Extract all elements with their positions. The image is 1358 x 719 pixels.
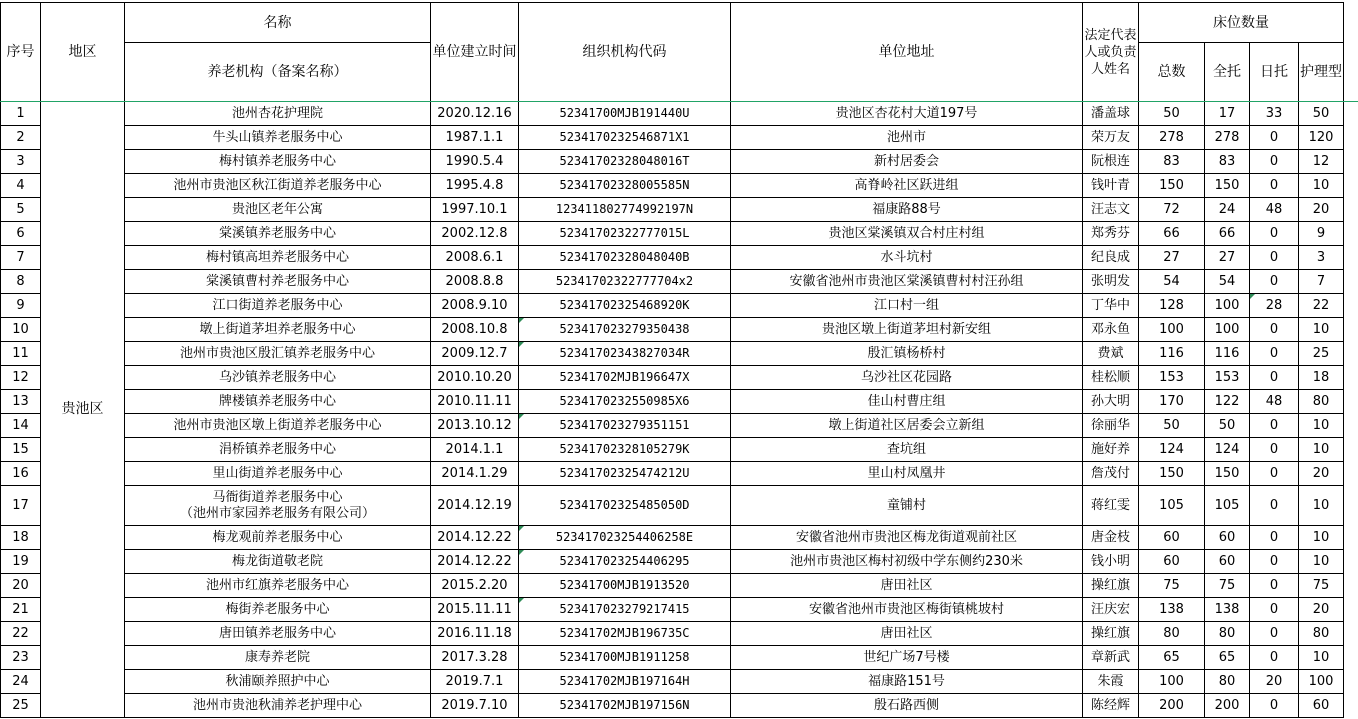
cell-address[interactable]: 贵池区杏花村大道197号 <box>731 102 1083 126</box>
cell-seq[interactable]: 14 <box>1 414 41 438</box>
cell-date[interactable]: 2002.12.8 <box>431 222 519 246</box>
cell-beds-full[interactable]: 65 <box>1205 646 1250 670</box>
cell-address[interactable]: 新村居委会 <box>731 150 1083 174</box>
cell-org-code[interactable]: 5234170232550985X6 <box>519 390 731 414</box>
cell-beds-care[interactable]: 10 <box>1299 438 1344 462</box>
cell-legal-rep[interactable]: 桂松顺 <box>1083 366 1139 390</box>
cell-beds-total[interactable]: 150 <box>1139 174 1205 198</box>
header-org-code[interactable]: 组织机构代码 <box>519 3 731 102</box>
cell-address[interactable]: 童铺村 <box>731 486 1083 526</box>
cell-legal-rep[interactable]: 施好养 <box>1083 438 1139 462</box>
cell-beds-care[interactable]: 10 <box>1299 174 1344 198</box>
cell-seq[interactable]: 5 <box>1 198 41 222</box>
cell-seq[interactable]: 18 <box>1 526 41 550</box>
cell-beds-day[interactable]: 0 <box>1250 486 1299 526</box>
cell-beds-full[interactable]: 27 <box>1205 246 1250 270</box>
cell-date[interactable]: 1997.10.1 <box>431 198 519 222</box>
header-region[interactable]: 地区 <box>41 3 125 102</box>
cell-name-line1: 马衙街道养老服务中心 <box>212 489 343 505</box>
cell-legal-rep[interactable]: 荣万友 <box>1083 126 1139 150</box>
cell-beds-total[interactable]: 60 <box>1139 550 1205 574</box>
header-name-sub[interactable]: 养老机构（备案名称） <box>125 43 431 102</box>
cell-beds-care[interactable]: 20 <box>1299 198 1344 222</box>
cell-date[interactable]: 1987.1.1 <box>431 126 519 150</box>
cell-name[interactable]: 梅村镇高坦养老服务中心 <box>125 246 431 270</box>
cell-name[interactable] <box>125 486 431 526</box>
cell-legal-rep[interactable]: 詹茂付 <box>1083 462 1139 486</box>
cell-address[interactable]: 安徽省池州市贵池区棠溪镇曹村村汪孙组 <box>731 270 1083 294</box>
cell-date[interactable]: 2019.7.1 <box>431 670 519 694</box>
header-seq[interactable]: 序号 <box>1 3 41 102</box>
table-row <box>1 390 1344 414</box>
cell-beds-day[interactable]: 0 <box>1250 694 1299 718</box>
cell-address[interactable]: 殷汇镇杨桥村 <box>731 342 1083 366</box>
cell-seq[interactable]: 23 <box>1 646 41 670</box>
cell-beds-total[interactable]: 105 <box>1139 486 1205 526</box>
cell-date[interactable]: 2008.8.8 <box>431 270 519 294</box>
cell-beds-day[interactable]: 0 <box>1250 646 1299 670</box>
cell-beds-care[interactable]: 100 <box>1299 670 1344 694</box>
cell-address[interactable]: 安徽省池州市贵池区梅龙街道观前社区 <box>731 526 1083 550</box>
cell-org-code[interactable]: 523417023279350438 <box>519 318 731 342</box>
cell-date[interactable]: 2015.2.20 <box>431 574 519 598</box>
cell-beds-total[interactable]: 128 <box>1139 294 1205 318</box>
cell-beds-day[interactable]: 0 <box>1250 414 1299 438</box>
cell-date[interactable]: 2010.10.20 <box>431 366 519 390</box>
cell-name[interactable]: 梅龙观前养老服务中心 <box>125 526 431 550</box>
cell-beds-total[interactable]: 100 <box>1139 670 1205 694</box>
cell-beds-care[interactable]: 18 <box>1299 366 1344 390</box>
cell-beds-day[interactable]: 0 <box>1250 438 1299 462</box>
cell-legal-rep[interactable]: 操红旗 <box>1083 622 1139 646</box>
header-beds-total[interactable]: 总数 <box>1139 43 1205 102</box>
table-row <box>1 622 1344 646</box>
cell-beds-care[interactable]: 25 <box>1299 342 1344 366</box>
cell-beds-day[interactable]: 0 <box>1250 246 1299 270</box>
cell-name[interactable]: 牛头山镇养老服务中心 <box>125 126 431 150</box>
cell-seq[interactable]: 25 <box>1 694 41 718</box>
cell-name[interactable]: 牌楼镇养老服务中心 <box>125 390 431 414</box>
cell-beds-total[interactable]: 150 <box>1139 462 1205 486</box>
cell-beds-day[interactable]: 0 <box>1250 526 1299 550</box>
cell-beds-total[interactable]: 124 <box>1139 438 1205 462</box>
institutions-table <box>0 2 1344 718</box>
cell-org-code[interactable]: 123411802774992197N <box>519 198 731 222</box>
frozen-pane-line <box>0 101 1358 102</box>
table-row <box>1 550 1344 574</box>
cell-name[interactable]: 梅街养老服务中心 <box>125 598 431 622</box>
cell-date[interactable]: 2009.12.7 <box>431 342 519 366</box>
table-row <box>1 294 1344 318</box>
cell-beds-full[interactable]: 50 <box>1205 414 1250 438</box>
cell-seq[interactable]: 7 <box>1 246 41 270</box>
cell-name[interactable]: 康寿养老院 <box>125 646 431 670</box>
cell-beds-total[interactable]: 65 <box>1139 646 1205 670</box>
header-beds-group[interactable]: 床位数量 <box>1139 3 1344 43</box>
cell-address[interactable]: 福康路151号 <box>731 670 1083 694</box>
cell-legal-rep[interactable]: 徐丽华 <box>1083 414 1139 438</box>
table-row <box>1 150 1344 174</box>
cell-legal-rep[interactable]: 钱叶青 <box>1083 174 1139 198</box>
cell-address[interactable]: 里山村凤凰井 <box>731 462 1083 486</box>
header-beds-care[interactable]: 护理型 <box>1299 43 1344 102</box>
cell-address[interactable]: 世纪广场7号楼 <box>731 646 1083 670</box>
table-row <box>1 574 1344 598</box>
cell-name[interactable]: 秋浦颐养照护中心 <box>125 670 431 694</box>
cell-legal-rep[interactable]: 钱小明 <box>1083 550 1139 574</box>
cell-legal-rep[interactable]: 蒋红雯 <box>1083 486 1139 526</box>
cell-beds-day[interactable]: 33 <box>1250 102 1299 126</box>
cell-org-code[interactable]: 52341702328105279K <box>519 438 731 462</box>
cell-legal-rep[interactable]: 陈经辉 <box>1083 694 1139 718</box>
cell-beds-care[interactable]: 9 <box>1299 222 1344 246</box>
cell-address[interactable]: 贵池区棠溪镇双合村庄村组 <box>731 222 1083 246</box>
cell-beds-full[interactable]: 80 <box>1205 622 1250 646</box>
cell-org-code[interactable]: 52341702328005585N <box>519 174 731 198</box>
cell-beds-total[interactable]: 50 <box>1139 414 1205 438</box>
cell-name-line2: （池州市家园养老服务有限公司） <box>179 505 375 521</box>
cell-seq[interactable]: 12 <box>1 366 41 390</box>
cell-address[interactable]: 查坑组 <box>731 438 1083 462</box>
table-row <box>1 246 1344 270</box>
cell-beds-care[interactable]: 75 <box>1299 574 1344 598</box>
cell-beds-care[interactable]: 12 <box>1299 150 1344 174</box>
cell-legal-rep[interactable]: 张明发 <box>1083 270 1139 294</box>
cell-beds-full[interactable]: 83 <box>1205 150 1250 174</box>
cell-beds-day[interactable]: 48 <box>1250 198 1299 222</box>
cell-seq[interactable]: 11 <box>1 342 41 366</box>
cell-beds-day[interactable]: 0 <box>1250 174 1299 198</box>
cell-beds-care[interactable]: 50 <box>1299 102 1344 126</box>
table-row <box>1 318 1344 342</box>
cell-beds-care[interactable]: 7 <box>1299 270 1344 294</box>
cell-seq[interactable]: 10 <box>1 318 41 342</box>
cell-legal-rep[interactable]: 章新武 <box>1083 646 1139 670</box>
cell-name[interactable]: 唐田镇养老服务中心 <box>125 622 431 646</box>
cell-name[interactable]: 乌沙镇养老服务中心 <box>125 366 431 390</box>
cell-beds-day[interactable]: 0 <box>1250 126 1299 150</box>
cell-seq[interactable]: 15 <box>1 438 41 462</box>
cell-beds-full[interactable]: 17 <box>1205 102 1250 126</box>
cell-beds-full[interactable]: 124 <box>1205 438 1250 462</box>
cell-beds-care[interactable]: 10 <box>1299 414 1344 438</box>
cell-org-code[interactable]: 523417023279217415 <box>519 598 731 622</box>
cell-org-code[interactable]: 52341700MJB1911258 <box>519 646 731 670</box>
cell-seq[interactable]: 2 <box>1 126 41 150</box>
cell-name[interactable]: 池州市贵池区秋江街道养老服务中心 <box>125 174 431 198</box>
cell-seq[interactable]: 9 <box>1 294 41 318</box>
cell-date[interactable]: 2015.11.11 <box>431 598 519 622</box>
cell-org-code[interactable]: 52341700MJB1913520 <box>519 574 731 598</box>
cell-beds-day[interactable]: 0 <box>1250 342 1299 366</box>
cell-legal-rep[interactable]: 孙大明 <box>1083 390 1139 414</box>
cell-org-code[interactable]: 52341702328048016T <box>519 150 731 174</box>
cell-beds-total[interactable]: 27 <box>1139 246 1205 270</box>
cell-date[interactable]: 2019.7.10 <box>431 694 519 718</box>
cell-beds-full[interactable]: 80 <box>1205 670 1250 694</box>
cell-name[interactable]: 棠溪镇养老服务中心 <box>125 222 431 246</box>
cell-beds-care[interactable]: 10 <box>1299 646 1344 670</box>
cell-legal-rep[interactable]: 潘盖球 <box>1083 102 1139 126</box>
cell-date[interactable]: 2014.12.22 <box>431 550 519 574</box>
cell-date[interactable]: 2020.12.16 <box>431 102 519 126</box>
cell-beds-full[interactable]: 150 <box>1205 174 1250 198</box>
cell-org-code[interactable]: 52341702325474212U <box>519 462 731 486</box>
cell-name[interactable]: 池州市红旗养老服务中心 <box>125 574 431 598</box>
cell-seq[interactable]: 21 <box>1 598 41 622</box>
table-row <box>1 126 1344 150</box>
cell-address[interactable]: 池州市贵池区梅村初级中学东侧约230米 <box>731 550 1083 574</box>
cell-beds-day[interactable]: 28 <box>1250 294 1299 318</box>
cell-seq[interactable]: 16 <box>1 462 41 486</box>
cell-beds-full[interactable]: 60 <box>1205 550 1250 574</box>
cell-address[interactable]: 唐田社区 <box>731 574 1083 598</box>
cell-org-code[interactable]: 52341702MJB197164H <box>519 670 731 694</box>
table-row <box>1 198 1344 222</box>
cell-beds-full[interactable]: 60 <box>1205 526 1250 550</box>
cell-beds-total[interactable]: 138 <box>1139 598 1205 622</box>
cell-beds-care[interactable]: 60 <box>1299 694 1344 718</box>
cell-name[interactable]: 梅龙街道敬老院 <box>125 550 431 574</box>
cell-beds-care[interactable]: 3 <box>1299 246 1344 270</box>
cell-date[interactable]: 2008.9.10 <box>431 294 519 318</box>
cell-date[interactable]: 1995.4.8 <box>431 174 519 198</box>
table-row <box>1 694 1344 718</box>
table-row <box>1 670 1344 694</box>
cell-beds-care[interactable]: 10 <box>1299 318 1344 342</box>
cell-beds-day[interactable]: 0 <box>1250 598 1299 622</box>
table-body <box>1 102 1344 718</box>
cell-date[interactable]: 2010.11.11 <box>431 390 519 414</box>
cell-name[interactable]: 贵池区老年公寓 <box>125 198 431 222</box>
cell-legal-rep[interactable]: 邓永鱼 <box>1083 318 1139 342</box>
cell-legal-rep[interactable]: 纪良成 <box>1083 246 1139 270</box>
table-row <box>1 598 1344 622</box>
cell-beds-total[interactable]: 60 <box>1139 526 1205 550</box>
cell-beds-full[interactable]: 100 <box>1205 318 1250 342</box>
header-beds-full[interactable]: 全托 <box>1205 43 1250 102</box>
cell-beds-full[interactable]: 200 <box>1205 694 1250 718</box>
cell-beds-total[interactable]: 153 <box>1139 366 1205 390</box>
cell-org-code[interactable]: 523417023279351151 <box>519 414 731 438</box>
cell-org-code[interactable]: 52341702343827034R <box>519 342 731 366</box>
cell-seq[interactable]: 8 <box>1 270 41 294</box>
cell-beds-full[interactable]: 105 <box>1205 486 1250 526</box>
cell-org-code[interactable]: 52341702322777704x2 <box>519 270 731 294</box>
cell-org-code[interactable]: 52341702322777015L <box>519 222 731 246</box>
cell-name[interactable]: 里山街道养老服务中心 <box>125 462 431 486</box>
cell-address[interactable]: 唐田社区 <box>731 622 1083 646</box>
cell-beds-day[interactable]: 0 <box>1250 366 1299 390</box>
cell-beds-care[interactable]: 20 <box>1299 462 1344 486</box>
cell-name[interactable]: 棠溪镇曹村养老服务中心 <box>125 270 431 294</box>
cell-region[interactable]: 贵池区 <box>41 102 125 718</box>
cell-legal-rep[interactable]: 郑秀芬 <box>1083 222 1139 246</box>
header-address[interactable]: 单位地址 <box>731 3 1083 102</box>
cell-name[interactable]: 江口街道养老服务中心 <box>125 294 431 318</box>
cell-legal-rep[interactable]: 费斌 <box>1083 342 1139 366</box>
cell-seq[interactable]: 24 <box>1 670 41 694</box>
cell-beds-total[interactable]: 83 <box>1139 150 1205 174</box>
table-row <box>1 462 1344 486</box>
cell-org-code[interactable]: 52341702325468920K <box>519 294 731 318</box>
cell-org-code[interactable]: 52341702MJB196735C <box>519 622 731 646</box>
cell-address[interactable]: 乌沙社区花园路 <box>731 366 1083 390</box>
cell-seq[interactable]: 19 <box>1 550 41 574</box>
cell-name[interactable]: 池州杏花护理院 <box>125 102 431 126</box>
cell-beds-total[interactable]: 200 <box>1139 694 1205 718</box>
table-row <box>1 102 1344 126</box>
table-row <box>1 526 1344 550</box>
cell-beds-full[interactable]: 122 <box>1205 390 1250 414</box>
cell-beds-full[interactable]: 138 <box>1205 598 1250 622</box>
cell-beds-care[interactable]: 80 <box>1299 390 1344 414</box>
cell-address[interactable]: 水斗坑村 <box>731 246 1083 270</box>
cell-beds-day[interactable]: 48 <box>1250 390 1299 414</box>
cell-name[interactable]: 墩上街道茅坦养老服务中心 <box>125 318 431 342</box>
cell-legal-rep[interactable]: 阮根连 <box>1083 150 1139 174</box>
cell-seq[interactable]: 22 <box>1 622 41 646</box>
cell-name[interactable]: 梅村镇养老服务中心 <box>125 150 431 174</box>
cell-beds-full[interactable]: 100 <box>1205 294 1250 318</box>
cell-beds-day[interactable]: 0 <box>1250 550 1299 574</box>
header-legal-rep[interactable]: 法定代表人或负责人姓名 <box>1083 3 1139 102</box>
cell-beds-total[interactable]: 116 <box>1139 342 1205 366</box>
table-row <box>1 342 1344 366</box>
cell-date[interactable]: 2014.12.19 <box>431 486 519 526</box>
cell-date[interactable]: 1990.5.4 <box>431 150 519 174</box>
header-founded[interactable]: 单位建立时间 <box>431 3 519 102</box>
cell-seq[interactable]: 13 <box>1 390 41 414</box>
cell-beds-day[interactable]: 0 <box>1250 270 1299 294</box>
cell-beds-full[interactable]: 153 <box>1205 366 1250 390</box>
cell-beds-total[interactable]: 170 <box>1139 390 1205 414</box>
cell-seq[interactable]: 4 <box>1 174 41 198</box>
cell-address[interactable]: 福康路88号 <box>731 198 1083 222</box>
cell-beds-total[interactable]: 75 <box>1139 574 1205 598</box>
cell-address[interactable]: 墩上街道社区居委会立新组 <box>731 414 1083 438</box>
cell-date[interactable]: 2016.11.18 <box>431 622 519 646</box>
cell-beds-care[interactable]: 22 <box>1299 294 1344 318</box>
cell-beds-total[interactable]: 80 <box>1139 622 1205 646</box>
cell-beds-care[interactable]: 10 <box>1299 526 1344 550</box>
cell-beds-day[interactable]: 0 <box>1250 574 1299 598</box>
cell-org-code[interactable]: 523417023254406258E <box>519 526 731 550</box>
cell-beds-care[interactable]: 10 <box>1299 486 1344 526</box>
cell-address[interactable]: 殷石路西侧 <box>731 694 1083 718</box>
cell-address[interactable]: 佳山村曹庄组 <box>731 390 1083 414</box>
cell-beds-care[interactable]: 20 <box>1299 598 1344 622</box>
table-row <box>1 174 1344 198</box>
cell-date[interactable]: 2014.12.22 <box>431 526 519 550</box>
cell-beds-full[interactable]: 278 <box>1205 126 1250 150</box>
cell-beds-full[interactable]: 54 <box>1205 270 1250 294</box>
cell-name[interactable]: 池州市贵池秋浦养老护理中心 <box>125 694 431 718</box>
cell-address[interactable]: 贵池区墩上街道茅坦村新安组 <box>731 318 1083 342</box>
cell-seq[interactable]: 3 <box>1 150 41 174</box>
cell-org-code[interactable]: 52341702MJB196647X <box>519 366 731 390</box>
cell-beds-full[interactable]: 24 <box>1205 198 1250 222</box>
cell-legal-rep[interactable]: 操红旗 <box>1083 574 1139 598</box>
cell-org-code[interactable]: 52341702325485050D <box>519 486 731 526</box>
cell-date[interactable]: 2008.6.1 <box>431 246 519 270</box>
cell-beds-total[interactable]: 66 <box>1139 222 1205 246</box>
cell-address[interactable]: 高脊岭社区跃进组 <box>731 174 1083 198</box>
cell-address[interactable]: 安徽省池州市贵池区梅街镇桃坡村 <box>731 598 1083 622</box>
cell-seq[interactable]: 1 <box>1 102 41 126</box>
cell-beds-care[interactable]: 10 <box>1299 550 1344 574</box>
table-row <box>1 270 1344 294</box>
cell-seq[interactable]: 20 <box>1 574 41 598</box>
cell-org-code[interactable]: 52341700MJB191440U <box>519 102 731 126</box>
table-row <box>1 366 1344 390</box>
cell-legal-rep[interactable]: 朱霞 <box>1083 670 1139 694</box>
table-row <box>1 414 1344 438</box>
cell-address[interactable]: 池州市 <box>731 126 1083 150</box>
cell-beds-total[interactable]: 50 <box>1139 102 1205 126</box>
header-name-group[interactable]: 名称 <box>125 3 431 43</box>
cell-org-code[interactable]: 523417023254406295 <box>519 550 731 574</box>
cell-seq[interactable]: 17 <box>1 486 41 526</box>
cell-org-code[interactable]: 52341702328048040B <box>519 246 731 270</box>
cell-beds-care[interactable]: 120 <box>1299 126 1344 150</box>
cell-name[interactable]: 涓桥镇养老服务中心 <box>125 438 431 462</box>
cell-beds-day[interactable]: 0 <box>1250 622 1299 646</box>
table-row <box>1 438 1344 462</box>
cell-legal-rep[interactable]: 汪志文 <box>1083 198 1139 222</box>
cell-beds-total[interactable]: 278 <box>1139 126 1205 150</box>
cell-date[interactable]: 2014.1.29 <box>431 462 519 486</box>
cell-beds-day[interactable]: 0 <box>1250 150 1299 174</box>
cell-legal-rep[interactable]: 唐金枝 <box>1083 526 1139 550</box>
cell-date[interactable]: 2014.1.1 <box>431 438 519 462</box>
cell-beds-full[interactable]: 66 <box>1205 222 1250 246</box>
cell-beds-full[interactable]: 116 <box>1205 342 1250 366</box>
cell-beds-day[interactable]: 0 <box>1250 222 1299 246</box>
header-beds-day[interactable]: 日托 <box>1250 43 1299 102</box>
cell-beds-total[interactable]: 72 <box>1139 198 1205 222</box>
cell-legal-rep[interactable]: 汪庆宏 <box>1083 598 1139 622</box>
cell-legal-rep[interactable]: 丁华中 <box>1083 294 1139 318</box>
table-row <box>1 646 1344 670</box>
cell-date[interactable]: 2017.3.28 <box>431 646 519 670</box>
cell-date[interactable]: 2013.10.12 <box>431 414 519 438</box>
cell-name[interactable]: 池州市贵池区墩上街道养老服务中心 <box>125 414 431 438</box>
table-row <box>1 222 1344 246</box>
cell-address[interactable]: 江口村一组 <box>731 294 1083 318</box>
cell-beds-full[interactable]: 150 <box>1205 462 1250 486</box>
cell-org-code[interactable]: 5234170232546871X1 <box>519 126 731 150</box>
cell-seq[interactable]: 6 <box>1 222 41 246</box>
cell-name[interactable]: 池州市贵池区殷汇镇养老服务中心 <box>125 342 431 366</box>
cell-beds-day[interactable]: 20 <box>1250 670 1299 694</box>
cell-org-code[interactable]: 52341702MJB197156N <box>519 694 731 718</box>
cell-beds-total[interactable]: 54 <box>1139 270 1205 294</box>
cell-date[interactable]: 2008.10.8 <box>431 318 519 342</box>
cell-beds-day[interactable]: 0 <box>1250 462 1299 486</box>
cell-beds-day[interactable]: 0 <box>1250 318 1299 342</box>
table-row <box>1 486 1344 526</box>
cell-beds-full[interactable]: 75 <box>1205 574 1250 598</box>
cell-beds-total[interactable]: 100 <box>1139 318 1205 342</box>
cell-beds-care[interactable]: 80 <box>1299 622 1344 646</box>
